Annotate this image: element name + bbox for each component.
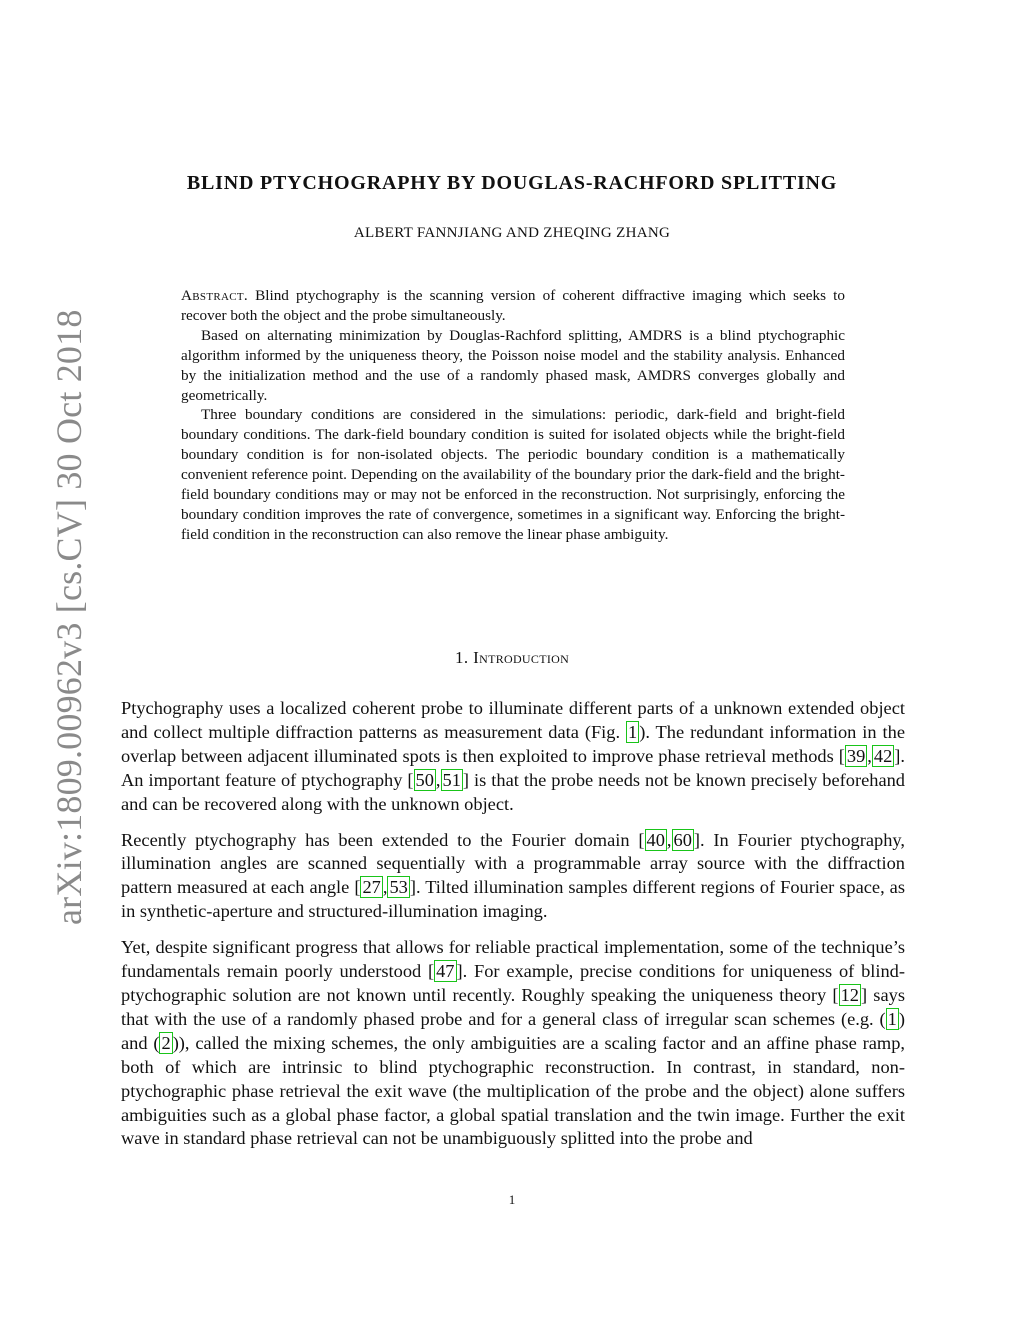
citation-link[interactable]: 50 [415,769,434,790]
section-heading [0,648,1024,668]
text-run: Yet, despite significant progress that allows for reliable practical implementation, some of the technique’s fundamentals remain poorly understood [ [121,937,905,982]
equation-reference-link[interactable]: 2 [161,1032,171,1053]
body-text [121,697,905,1163]
paper-title: BLIND PTYCHOGRAPHY BY DOUGLAS-RACHFORD SPLITTING [186,172,838,194]
abstract-paragraph-3: Three boundary conditions are considered in the simulations: periodic, dark-field and bright-field boundary conditions. The dark-field boundary condition is suited for isolated objects while the bright-field boundary condition is for non-isolated objects. The periodic boundary condition is a mathematically convenient reference point. Depending on the availability of the boundary prior the dark-field and the bright-field boundary conditions may or may not be enforced in the reconstruction. Not surprisingly, enforcing the boundary condition improves the rate of convergence, sometimes in a significant way. Enforcing the bright-field condition in the reconstruction can also remove the linear phase ambiguity. [181,406,845,543]
citation-link[interactable]: 51 [442,769,461,790]
arxiv-identifier: arXiv:1809.00962v3 [cs.CV] 30 Oct 2018 [49,309,89,925]
text-run: ] is that the probe needs not be known precisely beforehand and can be recovered along with the unknown object. [121,769,905,814]
text-run: ) and ( [121,1008,905,1053]
text-run: , [382,877,388,898]
body-paragraph-3 [121,936,905,1151]
text-run: ]. An important feature of ptychography [ [121,745,905,790]
citation-link[interactable]: 27 [362,877,381,898]
text-run: Ptychography uses a localized coherent probe to illuminate different parts of a unknown extended object and collect multiple diffraction patterns as measurement data (Fig. [121,698,905,742]
section-number: 1. [454,648,474,667]
section-title: Introduction [473,648,570,667]
citation-link[interactable]: 42 [873,745,893,766]
abstract-paragraph-1 [181,286,845,326]
text-run: Recently ptychography has been extended to the Fourier domain [ [121,829,645,850]
text-run: ]. In Fourier ptychography, illumination angles are scanned sequentially with a programmable array source with the diffraction pattern measured at each angle [ [121,829,905,898]
text-run: ]. For example, precise conditions for uniqueness of blind-ptychographic solution are not known until recently. Roughly speaking the uniqueness theory [ [121,961,905,1005]
equation-reference-link[interactable]: 1 [887,1008,897,1029]
citation-link[interactable]: 40 [646,829,665,850]
abstract-paragraph-2: Based on alternating minimization by Douglas-Rachford splitting, AMDRS is a blind ptychographic algorithm informed by the uniqueness theory, the Poisson noise model and the stability analysis. Enhanced by the initialization method and the use of a randomly phased mask, AMDRS converges globally and geometrically. [181,326,845,404]
citation-link[interactable]: 39 [846,745,866,766]
text-run: , [435,769,441,790]
citation-link[interactable]: 53 [389,877,408,898]
citation-link[interactable]: 47 [436,961,455,982]
text-run: , [666,829,672,850]
abstract [181,286,845,545]
body-paragraph-2 [121,829,905,925]
citation-link[interactable]: 60 [673,829,692,850]
text-run: ). The redundant information in the overlap between adjacent illuminated spots is then exploited to improve phase retrieval methods [ [121,721,906,766]
abstract-text-1: Blind ptychography is the scanning version of coherent diffractive imaging which seeks to recover both the object and the probe simultaneously. [181,287,845,324]
text-run: ]. Tilted illumination samples different regions of Fourier space, as in synthetic-aperture and structured-illumination imaging. [121,877,905,922]
text-run: , [867,745,872,766]
paper-authors: ALBERT FANNJIANG AND ZHEQING ZHANG [353,225,671,241]
page-number: 1 [508,1192,516,1207]
text-run: )), called the mixing schemes, the only ambiguities are a scaling factor and an affine phase ramp, both of which are intrinsic to blind ptychographic reconstruction. In contrast, in standard, non-ptychographic phase retrieval the exit wave (the multiplication of the probe and the object) alone suffers ambiguities such as a global phase factor, a global spatial translation and the twin image. Further the exit wave in standard phase retrieval can not be unambiguously splitted into the probe and [121,1032,905,1149]
figure-reference-link[interactable]: 1 [628,721,638,742]
citation-link[interactable]: 12 [840,984,859,1005]
abstract-label: Abstract. [181,287,248,304]
body-paragraph-1 [121,697,905,817]
text-run: ] says that with the use of a randomly phased probe and for a general class of irregular scan schemes (e.g. ( [121,984,905,1029]
